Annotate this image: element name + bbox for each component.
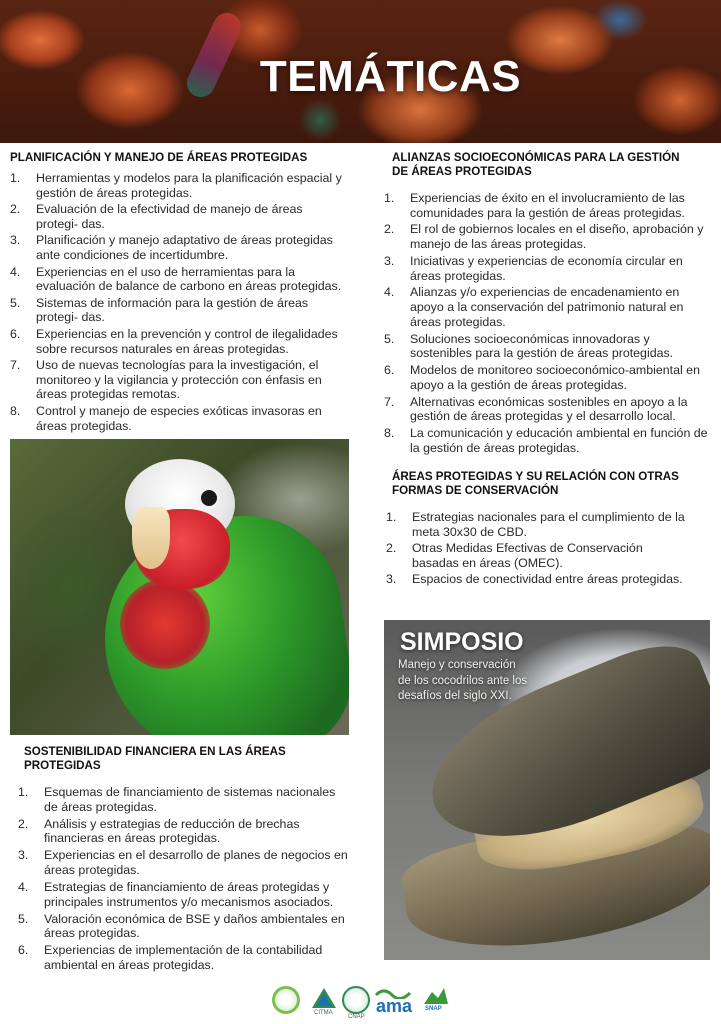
simposio-title: SIMPOSIO [400,628,524,656]
list-item: 2. Otras Medidas Efectivas de Conservación basadas en áreas (OMEC). [386,541,643,570]
list-item: 2. Análisis y estrategias de reducción de brechas financieras en áreas protegidas. [18,816,300,846]
list-item: 2. Evaluación de la efectividad de manejo de áreas protegi- das. [10,202,303,231]
section-planificacion [10,151,348,435]
list-item: 1. Herramientas y modelos para la planificación espacial y gestión de áreas protegidas. [10,171,342,200]
topic-list [386,510,686,587]
parrot-eye-shape [198,487,220,509]
list-item: 1. Experiencias de éxito en el involucramiento de las comunidades para la gestión de áreas protegidas. [384,191,685,220]
citma-logo-icon: CITMA [310,986,338,1015]
snap-logo-icon: SNAP [422,986,450,1011]
list-item: 5. Valoración económica de BSE y daños ambientales en áreas protegidas. [18,911,345,941]
list-item: 1. Estrategias nacionales para el cumplimiento de la meta 30x30 de CBD. [386,510,685,539]
ama-logo-icon: ama [374,986,414,1004]
list-item: 4. Alianzas y/o experiencias de encadenamiento en apoyo a la conservación del patrimonio natural en áreas protegidas. [384,285,684,329]
list-item: 8. La comunicación y educación ambiental en función de la gestión de áreas protegidas. [384,425,708,455]
crocodile-photo [384,620,710,960]
section-areas-relacion [386,470,686,589]
list-item: 4. Experiencias en el uso de herramientas para la evaluación de balance de carbono en áreas protegidas. [10,264,342,294]
topic-list [10,171,348,433]
page-title: TEMÁTICAS [259,52,522,101]
list-item: 2. El rol de gobiernos locales en el diseño, aprobación y manejo de las áreas protegidas. [384,222,704,252]
list-item: 4. Estrategias de financiamiento de áreas protegidas y principales instrumentos y/o mecanismos asociados. [18,880,334,909]
list-item: 6. Experiencias de implementación de la contabilidad ambiental en áreas protegidas. [18,943,323,973]
section-heading: SOSTENIBILIDAD FINANCIERA EN LAS ÁREAS PROTEGIDAS [24,745,286,772]
topic-list [18,785,348,973]
section-heading: PLANIFICACIÓN Y MANEJO DE ÁREAS PROTEGIDAS [10,151,308,164]
section-heading: ÁREAS PROTEGIDAS Y SU RELACIÓN CON OTRAS FORMAS DE CONSERVACIÓN [392,470,679,497]
section-alianzas [384,151,710,457]
header-banner [0,0,721,143]
list-item: 1. Esquemas de financiamiento de sistemas nacionales de áreas protegidas. [18,785,336,814]
section-heading: ALIANZAS SOCIOECONÓMICAS PARA LA GESTIÓN DE ÁREAS PROTEGIDAS [392,151,680,178]
list-item: 7. Uso de nuevas tecnologías para la investigación, el monitoreo y la vigilancia y protección con énfasis en áreas protegidas remotas. [10,358,322,402]
list-item: 3. Espacios de conectividad entre áreas protegidas. [386,572,683,587]
parrot-photo [10,439,349,735]
simposio-subtitle: Manejo y conservación de los cocodrilos ante los desafíos del siglo XXI. [398,659,528,702]
circle-logo-icon [272,986,300,1014]
list-item: 5. Soluciones socioeconómicas innovadoras y sostenibles para la gestión de áreas protegidas. [384,331,674,361]
list-item: 3. Planificación y manejo adaptativo de áreas protegidas ante condiciones de incertidumbre. [10,233,333,262]
topic-list [384,191,710,455]
parrot-chest-shape [120,579,210,669]
list-item: 6. Modelos de monitoreo socioeconómico-ambiental en apoyo a la gestión de áreas protegidas. [384,363,700,392]
list-item: 5. Sistemas de información para la gestión de áreas protegi- das. [10,295,309,325]
list-item: 7. Alternativas económicas sostenibles en apoyo a la gestión de áreas protegidas y el desarrollo local. [384,394,688,424]
parrot-beak-shape [132,507,170,569]
list-item: 6. Experiencias en la prevención y control de ilegalidades sobre recursos naturales en áreas protegidas. [10,326,338,356]
list-item: 3. Experiencias en el desarrollo de planes de negocios en áreas protegidas. [18,848,348,877]
section-sostenibilidad [18,745,348,975]
cnap-logo-icon: CNAP [342,986,370,1014]
list-item: 3. Iniciativas y experiencias de economía circular en áreas protegidas. [384,253,683,283]
sponsor-logos [270,980,460,1020]
list-item: 8. Control y manejo de especies exóticas invasoras en áreas protegidas. [10,403,322,433]
